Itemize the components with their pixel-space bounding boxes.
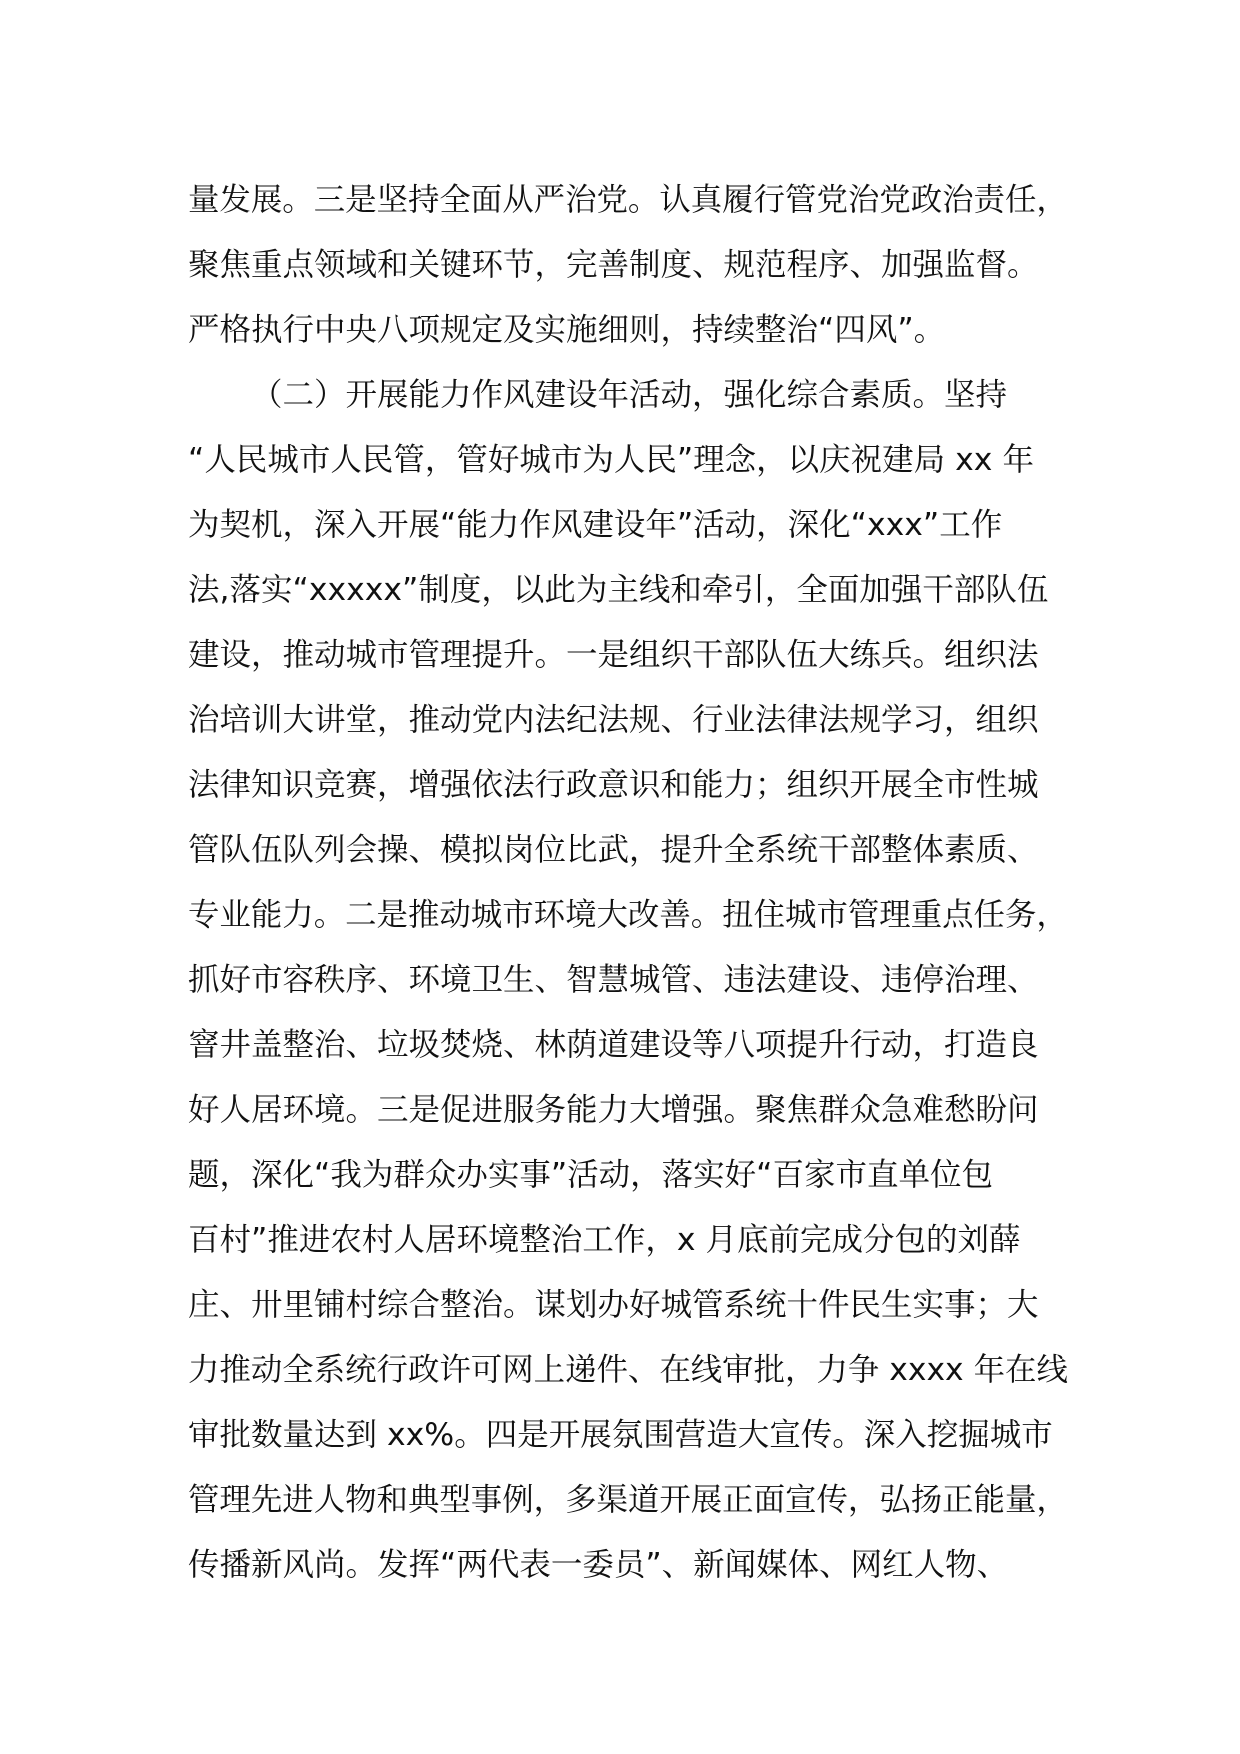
text-line: 聚焦重点领域和关键环节，完善制度、规范程序、加强监督。 <box>188 247 1039 283</box>
text-line: 严格执行中央八项规定及实施细则，持续整治“四风”。 <box>188 312 946 348</box>
text-line: 传播新风尚。发挥“两代表一委员”、新闻媒体、网红人物、 <box>188 1547 1009 1583</box>
text-line: 窨井盖整治、垃圾焚烧、林荫道建设等八项提升行动，打造良 <box>188 1027 1039 1063</box>
text-line: 法律知识竞赛，增强依法行政意识和能力；组织开展全市性城 <box>188 767 1039 803</box>
text-line: 管队伍队列会操、模拟岗位比武，提升全系统干部整体素质、 <box>188 832 1039 868</box>
text-line: “人民城市人民管，管好城市为人民”理念，以庆祝建局 xx 年 <box>188 442 1034 478</box>
text-line: 抓好市容秩序、环境卫生、智慧城管、违法建设、违停治理、 <box>188 962 1039 998</box>
text-line: 好人居环境。三是促进服务能力大增强。聚焦群众急难愁盼问 <box>188 1092 1039 1128</box>
text-line: 庄、卅里铺村综合整治。谋划办好城管系统十件民生实事；大 <box>188 1287 1039 1323</box>
text-line: 专业能力。二是推动城市环境大改善。扭住城市管理重点任务， <box>188 897 1068 933</box>
text-line: 管理先进人物和典型事例，多渠道开展正面宣传，弘扬正能量， <box>188 1482 1068 1518</box>
text-line: （二）开展能力作风建设年活动，强化综合素质。坚持 <box>251 377 1008 413</box>
text-line: 百村”推进农村人居环境整治工作，x 月底前完成分包的刘薛 <box>188 1222 1021 1258</box>
text-line: 治培训大讲堂，推动党内法纪法规、行业法律法规学习，组织 <box>188 702 1039 738</box>
text-line: 为契机，深入开展“能力作风建设年”活动，深化“xxx”工作 <box>188 507 1003 543</box>
text-line: 审批数量达到 xx%。四是开展氛围营造大宣传。深入挖掘城市 <box>188 1417 1053 1453</box>
text-line: 题，深化“我为群众办实事”活动，落实好“百家市直单位包 <box>188 1157 993 1193</box>
text-line: 法,落实“xxxxx”制度，以此为主线和牵引，全面加强干部队伍 <box>188 572 1049 608</box>
text-line: 力推动全系统行政许可网上递件、在线审批，力争 xxxx 年在线 <box>188 1352 1068 1388</box>
body-text <box>188 168 1068 1598</box>
text-line: 建设，推动城市管理提升。一是组织干部队伍大练兵。组织法 <box>188 637 1039 673</box>
text-line: 量发展。三是坚持全面从严治党。认真履行管党治党政治责任， <box>188 182 1068 218</box>
